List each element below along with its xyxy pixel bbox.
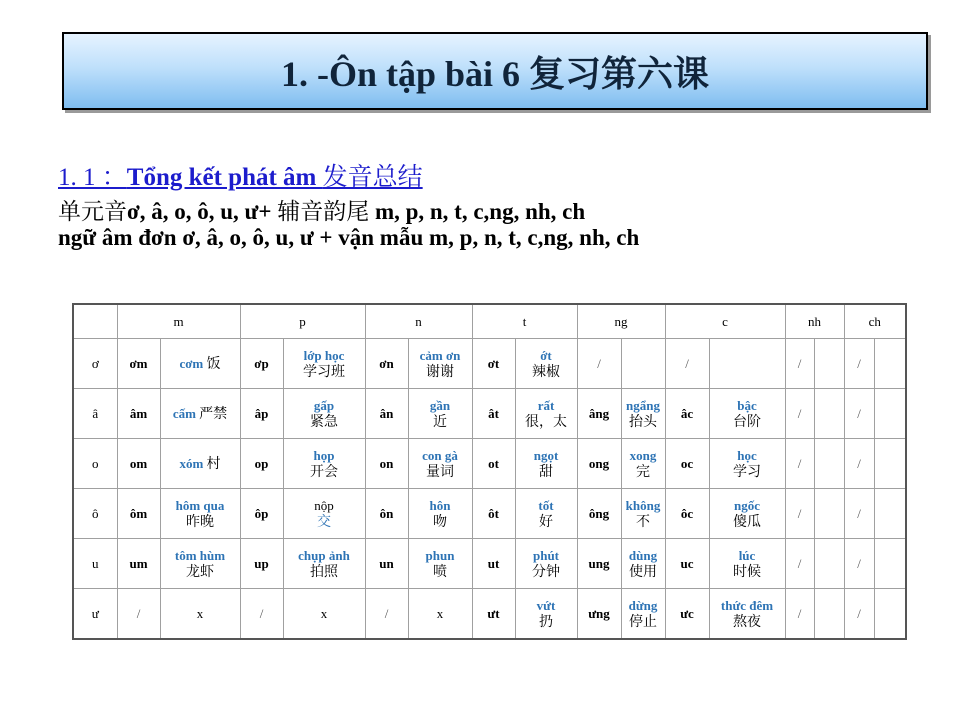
example-word: tốt <box>538 497 554 513</box>
example-translation: 抬头 <box>629 413 657 430</box>
syllable-cell: âm <box>117 389 160 439</box>
example-cell <box>160 539 240 589</box>
example-cell <box>283 339 365 389</box>
vowel-cell: o <box>73 439 117 489</box>
example-word: vứt <box>536 597 556 613</box>
example-cell <box>408 339 472 389</box>
syllable-cell: âc <box>665 389 709 439</box>
syllable-cell: um <box>117 539 160 589</box>
placeholder-mark: x <box>436 606 444 621</box>
example-cell <box>709 489 785 539</box>
example-translation: 紧急 <box>310 413 338 430</box>
example-word: nộp <box>314 497 334 513</box>
example-word: gấp <box>313 397 335 413</box>
pronunciation-table <box>72 303 907 640</box>
example-cell <box>160 339 240 389</box>
syllable-cell: oc <box>665 439 709 489</box>
example-cell <box>408 589 472 640</box>
header-cell: ch <box>844 304 906 339</box>
syllable-cell: ong <box>577 439 621 489</box>
table-row <box>73 489 906 539</box>
example-translation: 分钟 <box>532 563 560 580</box>
syllable-cell: ung <box>577 539 621 589</box>
example-translation: 村 <box>206 455 221 472</box>
syllable-cell: up <box>240 539 283 589</box>
header-cell: t <box>472 304 577 339</box>
example-cell <box>874 539 906 589</box>
section-heading[interactable] <box>58 157 423 193</box>
example-translation: 开会 <box>310 463 338 480</box>
example-cell <box>814 389 844 439</box>
syllable-cell: / <box>844 589 874 640</box>
syllable-cell: / <box>117 589 160 640</box>
example-cell <box>408 439 472 489</box>
example-word: phút <box>532 547 560 563</box>
syllable-cell: âp <box>240 389 283 439</box>
example-translation: 吻 <box>433 513 447 530</box>
example-cell <box>515 489 577 539</box>
syllable-cell: ơt <box>472 339 515 389</box>
example-cell <box>160 439 240 489</box>
syllable-cell: ưt <box>472 589 515 640</box>
placeholder-mark: x <box>196 606 204 621</box>
example-word: rất <box>537 397 555 413</box>
syllable-cell: ôp <box>240 489 283 539</box>
header-cell: p <box>240 304 365 339</box>
syllable-cell: / <box>665 339 709 389</box>
syllable-cell: uc <box>665 539 709 589</box>
vowel-cell: ư <box>73 589 117 640</box>
example-cell <box>160 489 240 539</box>
vowel-cell: ô <box>73 489 117 539</box>
example-cell <box>621 339 665 389</box>
example-translation: 学习 <box>733 463 761 480</box>
example-word: tôm hùm <box>174 547 226 563</box>
example-word: chụp ảnh <box>298 547 350 563</box>
example-translation: 很，太 <box>525 413 567 430</box>
syllable-cell: op <box>240 439 283 489</box>
vowel-cell: â <box>73 389 117 439</box>
example-word: ngẩng <box>626 397 660 413</box>
example-cell <box>709 539 785 589</box>
page-title: 1. -Ôn tập bài 6 复习第六课 <box>280 53 710 94</box>
example-cell <box>874 339 906 389</box>
example-word: dừng <box>628 597 658 613</box>
table-row <box>73 389 906 439</box>
example-cell <box>621 539 665 589</box>
syllable-cell: / <box>844 489 874 539</box>
syllable-cell: ôc <box>665 489 709 539</box>
example-translation: 量词 <box>426 463 454 480</box>
example-cell <box>814 589 844 640</box>
example-cell <box>874 439 906 489</box>
example-word: xóm <box>179 455 204 471</box>
syllable-cell: om <box>117 439 160 489</box>
example-translation: 时候 <box>733 563 761 580</box>
example-translation: 辣椒 <box>532 363 560 380</box>
example-word: ớt <box>540 347 552 363</box>
example-translation: 谢谢 <box>426 363 454 380</box>
syllable-cell: / <box>785 589 814 640</box>
example-translation: 交 <box>317 513 331 530</box>
example-word: con gà <box>422 447 458 463</box>
example-cell <box>515 389 577 439</box>
example-cell <box>814 439 844 489</box>
example-word: thức đêm <box>720 597 774 613</box>
syllable-cell: ôm <box>117 489 160 539</box>
header-cell: ng <box>577 304 665 339</box>
syllable-cell: / <box>785 539 814 589</box>
example-word: ngọt <box>533 447 559 463</box>
syllable-cell: ât <box>472 389 515 439</box>
example-cell <box>814 539 844 589</box>
example-cell <box>709 589 785 640</box>
syllable-cell: / <box>577 339 621 389</box>
syllable-cell: / <box>785 389 814 439</box>
example-cell <box>709 339 785 389</box>
syllable-cell: / <box>844 389 874 439</box>
example-translation: 台阶 <box>733 413 761 430</box>
section-number: 1. 1 ： <box>58 164 127 191</box>
example-cell <box>283 389 365 439</box>
example-word: hôn <box>429 497 451 513</box>
example-word: họp <box>313 447 335 463</box>
syllable-cell: on <box>365 439 408 489</box>
example-cell <box>160 389 240 439</box>
example-word: hôm qua <box>175 497 225 513</box>
example-word: phun <box>425 547 455 563</box>
syllable-cell: ôn <box>365 489 408 539</box>
placeholder-mark: x <box>320 606 328 621</box>
section-heading-viet: Tổng kết phát âm <box>126 164 323 191</box>
syllable-cell: ôt <box>472 489 515 539</box>
syllable-cell: ơn <box>365 339 408 389</box>
example-cell <box>621 489 665 539</box>
header-cell: nh <box>785 304 844 339</box>
syllable-cell: / <box>240 589 283 640</box>
example-cell <box>621 439 665 489</box>
syllable-cell: / <box>785 339 814 389</box>
example-translation: 傻瓜 <box>733 513 761 530</box>
example-translation: 严禁 <box>199 405 228 422</box>
example-translation: 饭 <box>206 355 221 372</box>
header-cell: m <box>117 304 240 339</box>
example-word: ngốc <box>734 497 760 513</box>
example-cell <box>814 339 844 389</box>
example-cell <box>621 389 665 439</box>
example-cell <box>408 539 472 589</box>
syllable-cell: / <box>365 589 408 640</box>
syllable-cell: ơm <box>117 339 160 389</box>
syllable-cell: un <box>365 539 408 589</box>
title-banner <box>62 32 928 110</box>
table-row <box>73 539 906 589</box>
example-word: cấm <box>172 405 196 421</box>
example-word: không <box>625 497 661 513</box>
example-cell <box>408 389 472 439</box>
example-word: xong <box>629 447 657 463</box>
example-cell <box>874 389 906 439</box>
example-cell <box>283 489 365 539</box>
table-row <box>73 589 906 640</box>
syllable-cell: ưng <box>577 589 621 640</box>
example-translation: 熬夜 <box>733 613 761 630</box>
syllable-cell: ơp <box>240 339 283 389</box>
syllable-cell: / <box>844 339 874 389</box>
header-cell: c <box>665 304 785 339</box>
syllable-cell: / <box>785 439 814 489</box>
summary-line-chinese: 单元音ơ, â, o, ô, u, ư+ 辅音韵尾 m, p, n, t, c,ng, nh, ch <box>58 199 586 224</box>
table-header-row <box>73 304 906 339</box>
example-translation: 停止 <box>629 613 657 630</box>
example-cell <box>515 589 577 640</box>
table-row <box>73 339 906 389</box>
example-cell <box>283 439 365 489</box>
example-cell <box>408 489 472 539</box>
example-translation: 甜 <box>539 463 553 480</box>
example-word: lớp học <box>303 347 345 363</box>
example-translation: 拍照 <box>310 563 338 580</box>
syllable-cell: ân <box>365 389 408 439</box>
example-translation: 龙虾 <box>186 563 214 580</box>
example-cell <box>515 539 577 589</box>
example-translation: 近 <box>433 413 447 430</box>
example-translation: 学习班 <box>303 363 345 380</box>
example-cell <box>515 439 577 489</box>
example-cell <box>515 339 577 389</box>
example-cell <box>283 539 365 589</box>
table-row <box>73 439 906 489</box>
example-word: bậc <box>737 397 757 413</box>
syllable-cell: ưc <box>665 589 709 640</box>
example-translation: 不 <box>636 513 650 530</box>
header-corner <box>73 304 117 339</box>
syllable-cell: / <box>844 539 874 589</box>
example-cell <box>874 589 906 640</box>
vowel-cell: ơ <box>73 339 117 389</box>
example-cell <box>709 389 785 439</box>
example-word: học <box>737 447 757 463</box>
syllable-cell: ot <box>472 439 515 489</box>
example-word: dùng <box>628 547 658 563</box>
header-cell: n <box>365 304 472 339</box>
syllable-cell: / <box>844 439 874 489</box>
vowel-cell: u <box>73 539 117 589</box>
example-word: cảm ơn <box>419 347 461 363</box>
syllable-cell: âng <box>577 389 621 439</box>
section-heading-chinese: 发音总结 <box>322 164 423 191</box>
example-word: cơm <box>179 355 204 371</box>
example-word: gần <box>429 397 451 413</box>
example-translation: 完 <box>636 463 650 480</box>
summary-line-vietnamese: ngữ âm đơn ơ, â, o, ô, u, ư + vận mẫu m, p, n, t, c,ng, nh, ch <box>58 225 640 250</box>
example-cell <box>621 589 665 640</box>
example-cell <box>709 439 785 489</box>
example-translation: 昨晚 <box>186 513 214 530</box>
example-cell <box>160 589 240 640</box>
example-word: lúc <box>738 547 756 563</box>
example-cell <box>814 489 844 539</box>
example-translation: 使用 <box>629 563 657 580</box>
syllable-cell: ut <box>472 539 515 589</box>
example-cell <box>283 589 365 640</box>
syllable-cell: / <box>785 489 814 539</box>
example-translation: 好 <box>539 513 553 530</box>
example-translation: 喷 <box>433 563 447 580</box>
syllable-cell: ông <box>577 489 621 539</box>
example-translation: 扔 <box>539 613 553 630</box>
example-cell <box>874 489 906 539</box>
